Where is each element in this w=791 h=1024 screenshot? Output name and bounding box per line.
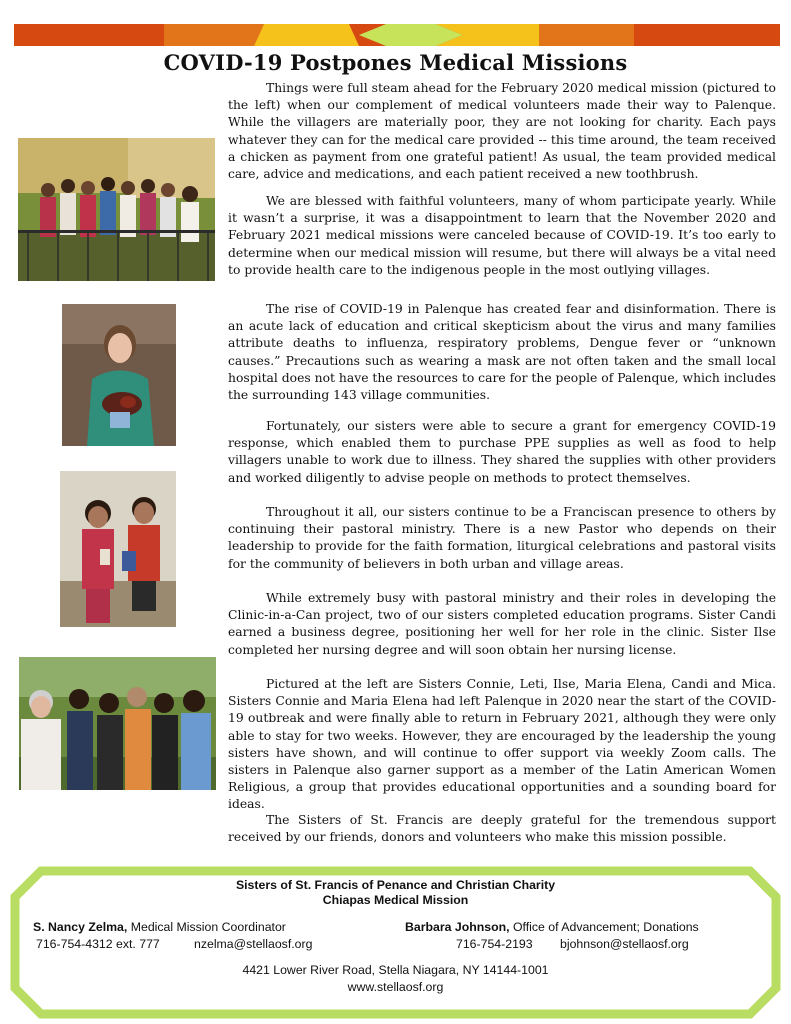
right-contact-line (405, 920, 699, 934)
right-contact-name: Barbara Johnson, (405, 920, 510, 934)
paragraph-pastoral-ministry: Throughout it all, our sisters continue to be a Franciscan presence to others by continuing their pastoral ministry. There is a new Pastor who depends on their leadership to provide for the faith formation, liturgical celebrations and pastoral visits for the community of believers in both urban and village areas. (228, 505, 776, 571)
paragraph-education-programs: While extremely busy with pastoral ministry and their roles in developing the Clinic-in-a-Can project, two of our sisters completed education programs. Sister Candi earned a business degree, positioning her well for her role in the clinic. Sister Ilse completed her nursing degree and will soon obtain her nursing license. (228, 591, 776, 657)
paragraph-faithful-volunteers: We are blessed with faithful volunteers, many of whom participate yearly. While it wasn’t a surprise, it was a disappointment to learn that the November 2020 and February 2021 medical missions were canceled because of COVID-19. It’s too early to determine when our medical mission will resume, but there will always be a vital need to provide health care to the indigenous people in the most outlying villages. (228, 194, 776, 277)
children-photo (60, 471, 176, 627)
right-contact-email[interactable]: bjohnson@stellaosf.org (560, 937, 689, 951)
paragraph-gratitude: The Sisters of St. Francis are deeply grateful for the tremendous support received by our friends, donors and volunteers who make this mission possible. (228, 813, 776, 845)
medical-mission-group-photo (18, 138, 215, 281)
paragraph-mission-february-2020: Things were full steam ahead for the February 2020 medical mission (pictured to the left) when our complement of medical volunteers made their way to Palenque. While the villagers are materially poor, they are not looking for charity. Each pays whatever they can for the medical care provided -- this time around, the team received a chicken as payment from one grateful patient! As usual, the team provided medical care, advice and medications, and each patient received a new toothbrush. (228, 81, 776, 182)
footer-org-name: Sisters of St. Francis of Penance and Christian Charity (235, 878, 556, 892)
footer-mission-name: Chiapas Medical Mission (322, 893, 469, 907)
left-contact-role: Medical Mission Coordinator (127, 920, 286, 934)
paragraph-emergency-grant: Fortunately, our sisters were able to secure a grant for emergency COVID-19 response, which enabled them to purchase PPE supplies as well as food to help villagers unable to work due to illness. They shared the supplies with other providers and worked diligently to advise people on methods to protect themselves. (228, 419, 776, 485)
left-contact-phone: 716-754-4312 ext. 777 (36, 937, 160, 951)
right-contact-role: Office of Advancement; Donations (509, 920, 699, 934)
left-contact-email[interactable]: nzelma@stellaosf.org (194, 937, 313, 951)
left-contact-name: S. Nancy Zelma, (33, 920, 128, 934)
volunteer-with-chicken-photo (62, 304, 176, 446)
left-contact-line (33, 920, 286, 934)
paragraph-covid-disinformation: The rise of COVID-19 in Palenque has created fear and disinformation. There is an acute lack of education and critical skepticism about the virus and many families attribute deaths to influenza, respiratory problems, Dengue fever or “unknown causes.” Precautions such as wearing a mask are not often taken and the small local hospital does not have the resources to care for the people of Palenque, which includes the surrounding 143 village communities. (228, 302, 777, 403)
paragraph-pictured-sisters: Pictured at the left are Sisters Connie, Leti, Ilse, Maria Elena, Candi and Mica. Sisters Connie and Maria Elena had left Palenque in 2020 near the start of the COVID-19 outbreak and were finally able to return in February 2021, although they were only able to stay for two weeks. However, they are encouraged by the leadership the young sisters have shown, and will continue to offer support via weekly Zoom calls. The sisters in Palenque also garner support as a member of the Latin American Women Religious, a group that provides educational opportunities and a sounding board for ideas. (228, 677, 776, 812)
article-title: COVID-19 Postpones Medical Missions (163, 50, 628, 75)
sisters-group-photo (19, 657, 216, 790)
decorative-banner (14, 24, 780, 46)
right-contact-phone: 716-754-2193 (456, 937, 533, 951)
footer-address: 4421 Lower River Road, Stella Niagara, NY 14144-1001 (242, 963, 549, 977)
footer-website[interactable]: www.stellaosf.org (347, 980, 444, 994)
